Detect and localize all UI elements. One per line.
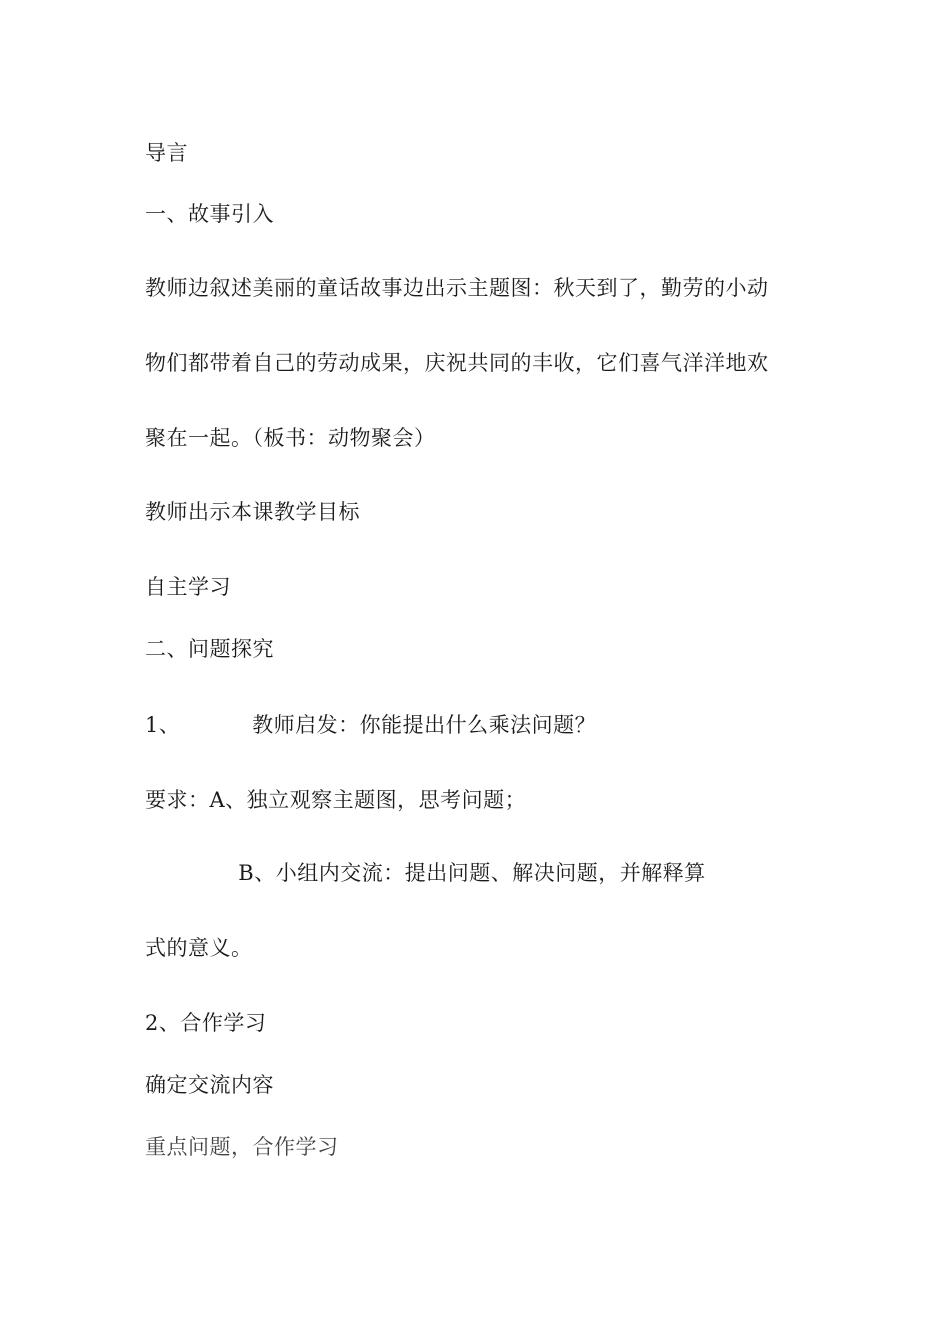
paragraph-line: 聚在一起。（板书：动物聚会）: [145, 426, 436, 450]
exchange-content-line: 确定交流内容: [145, 1073, 274, 1097]
heading-introduction: 导言: [145, 141, 188, 165]
paragraph-line: 教师边叙述美丽的童话故事边出示主题图：秋天到了，勤劳的小动: [145, 276, 769, 300]
requirement-b-continued: 式的意义。: [145, 936, 253, 960]
section-problem-inquiry: 二、问题探究: [145, 637, 274, 661]
heading-self-study: 自主学习: [145, 575, 231, 599]
teaching-goals-line: 教师出示本课教学目标: [145, 500, 360, 524]
key-problem-line: 重点问题，合作学习: [145, 1135, 339, 1159]
requirement-a: 要求：A、独立观察主题图，思考问题；: [145, 788, 527, 812]
requirement-b: B、小组内交流：提出问题、解决问题，并解释算: [145, 861, 706, 885]
section-story-intro: 一、故事引入: [145, 202, 274, 226]
list-item-2: 2、合作学习: [145, 1011, 267, 1035]
list-item-1: 1、 教师启发：你能提出什么乘法问题？: [145, 713, 597, 737]
paragraph-line: 物们都带着自己的劳动成果，庆祝共同的丰收，它们喜气洋洋地欢: [145, 351, 769, 375]
